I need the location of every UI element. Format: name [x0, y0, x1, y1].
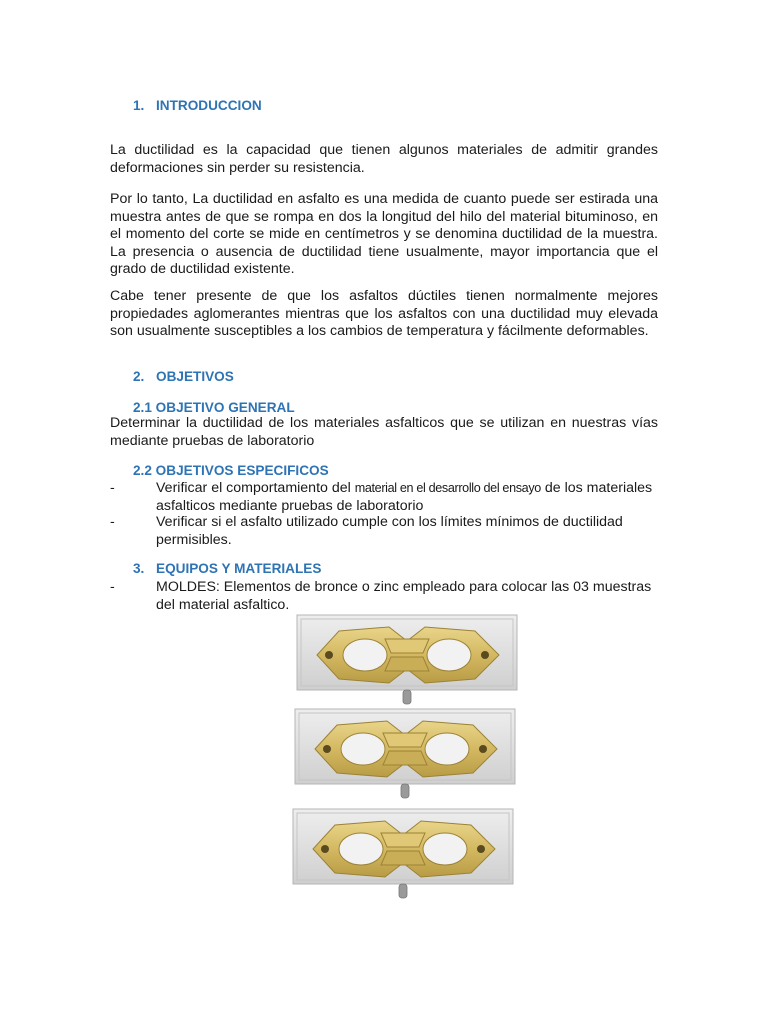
- moulds-illustration: [277, 613, 536, 924]
- moulds-photo: [277, 613, 536, 924]
- section-title: OBJETIVOS: [156, 369, 234, 384]
- subsection-2-1-heading: 2.1 OBJETIVO GENERAL: [133, 400, 295, 415]
- objetivo-general-text: Determinar la ductilidad de los materiales asfalticos que se utilizan en nuestras vías mediante pruebas de laboratorio: [110, 415, 658, 449]
- subsection-2-2-heading: 2.2 OBJETIVOS ESPECIFICOS: [133, 463, 329, 478]
- list-dash: -: [110, 579, 115, 595]
- intro-paragraph-3: Cabe tener presente de que los asfaltos dúctiles tienen normalmente mejores propiedades aglomerantes mientras que los asfaltos con una ductilidad muy elevada son usualmente susceptibles a los cambios de temperatura y fácilmente deformables.: [110, 288, 658, 339]
- section-title: EQUIPOS Y MATERIALES: [156, 561, 322, 576]
- list-item-text: Verificar si el asfalto utilizado cumple con los límites mínimos de ductilidad permisibles.: [156, 514, 623, 548]
- section-number: 1.: [133, 98, 145, 113]
- section-3-heading: [133, 561, 321, 576]
- section-number: 2.: [133, 369, 145, 384]
- list-item-text: MOLDES: Elementos de bronce o zinc empleado para colocar las 03 muestras del material asfaltico.: [156, 579, 652, 613]
- intro-paragraph-2: Por lo tanto, La ductilidad en asfalto es una medida de cuanto puede ser estirada una muestra antes de que se rompa en dos la longitud del hilo del material bituminoso, en el momento del corte se mide en centímetros y se denomina ductilidad de la muestra. La presencia o ausencia de ductilidad tiene usualmente, mayor importancia que el grado de ductilidad existente.: [110, 191, 658, 277]
- list-dash: -: [110, 514, 115, 530]
- section-1-heading: [133, 98, 262, 113]
- intro-paragraph-1: La ductilidad es la capacidad que tienen algunos materiales de admitir grandes deformaciones sin perder su resistencia.: [110, 142, 658, 176]
- section-title: INTRODUCCION: [156, 98, 262, 113]
- list-item-text: Verificar el comportamiento del material en el desarrollo del ensayo de los materiales asfalticos mediante pruebas de laboratorio: [156, 480, 653, 514]
- list-dash: -: [110, 480, 115, 496]
- section-2-heading: [133, 369, 234, 384]
- section-number: 3.: [133, 561, 145, 576]
